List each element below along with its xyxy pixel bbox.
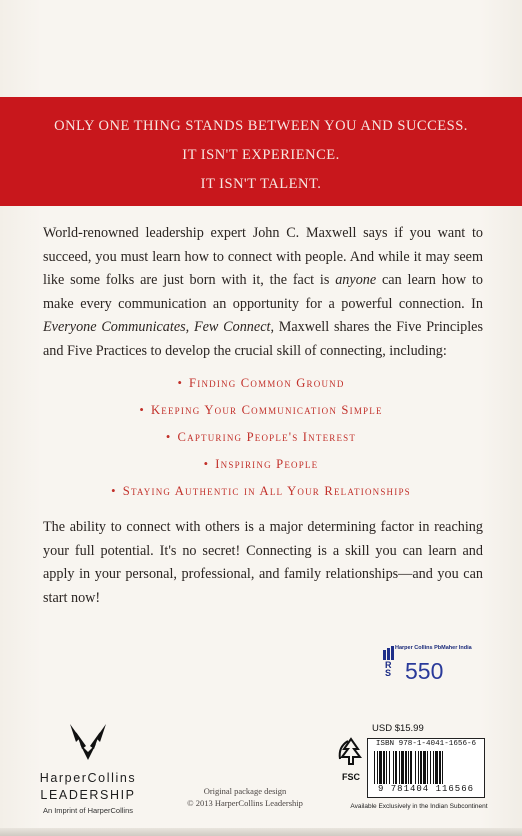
barcode-bar xyxy=(418,751,419,784)
availability-note: Available Exclusively in the Indian Subcontinent xyxy=(350,803,488,810)
blurb-paragraph-2 xyxy=(43,516,483,610)
barcode-bar xyxy=(377,751,378,784)
sticker-label: Harper Collins PbMaher India xyxy=(395,645,472,651)
barcode-bar xyxy=(420,751,422,784)
blurb-text-b: can learn how to make every communication an opportunity for a powerful connection. In xyxy=(43,272,483,312)
barcode-bar xyxy=(427,751,428,784)
list-item xyxy=(0,457,522,472)
barcode-bar xyxy=(423,751,426,784)
list-item-label: Inspiring People xyxy=(215,457,319,471)
publisher-name: HarperCollins xyxy=(39,771,137,785)
fsc-tree-icon xyxy=(336,737,366,767)
list-item-label: Keeping Your Communication Simple xyxy=(150,403,383,417)
barcode-bar xyxy=(415,751,416,784)
tagline-line-1: ONLY ONE THING STANDS BETWEEN YOU AND SUCCESS. xyxy=(54,118,468,134)
publisher-logo xyxy=(28,722,148,815)
list-item xyxy=(0,376,522,391)
barcode-bar xyxy=(435,751,438,784)
rupee-mark: R S xyxy=(385,660,392,678)
credit-line-2: © 2013 HarperCollins Leadership xyxy=(187,798,303,808)
barcode-bar xyxy=(386,751,387,784)
book-title: Everyone Communicates, Few Connect xyxy=(43,319,271,335)
list-item-label: Finding Common Ground xyxy=(189,376,345,390)
barcode-bar xyxy=(410,751,412,784)
credit-line-1: Original package design xyxy=(203,786,287,796)
bullet-icon: • xyxy=(139,403,145,417)
barcode-bar xyxy=(399,751,400,784)
list-item xyxy=(0,403,522,418)
barcode-bar xyxy=(439,751,441,784)
isbn-number: ISBN 978-1-4041-1656-6 xyxy=(375,740,477,748)
tagline-banner xyxy=(0,97,522,206)
design-credits xyxy=(170,785,320,809)
bullet-icon: • xyxy=(177,376,184,390)
fsc-label: FSC xyxy=(342,772,360,782)
blurb-emphasis: anyone xyxy=(335,272,377,288)
barcode-bar xyxy=(405,751,407,784)
handwritten-price: 550 xyxy=(405,658,444,684)
closing-paragraph: The ability to connect with others is a major determining factor in reaching your full potential. It's no secret! Connecting is a skill you can learn and apply in your personal, professional, and family relationships—and you can start now! xyxy=(43,519,483,606)
bullet-icon: • xyxy=(111,484,117,498)
bullet-icon: • xyxy=(203,457,210,471)
blurb-text-a: World-renowned leadership expert John C. Maxwell says if you want to succeed, you must learn how to connect with people. And while it may seem like some folks are just born with it, the fact is xyxy=(43,225,483,288)
cover-top-area xyxy=(0,0,522,96)
blurb-text-c: , Maxwell shares the Five Principles and Five Practices to develop the crucial skill of connecting, including: xyxy=(43,319,483,359)
tagline-line-3: IT ISN'T TALENT. xyxy=(200,176,322,192)
barcode-bar xyxy=(408,751,409,784)
isbn-barcode xyxy=(367,738,485,798)
publisher-division: LEADERSHIP xyxy=(40,788,136,802)
fsc-logo xyxy=(331,737,371,782)
list-item xyxy=(0,484,522,499)
list-item-label: Staying Authentic in All Your Relationships xyxy=(122,484,411,498)
imprint-note: An Imprint of HarperCollins xyxy=(42,806,134,815)
barcode-bar xyxy=(401,751,404,784)
usd-price: USD $15.99 xyxy=(372,723,424,734)
barcode-bar xyxy=(395,751,397,784)
flame-logo-icon xyxy=(66,722,110,762)
price-sticker xyxy=(381,644,496,688)
page-bottom-edge xyxy=(0,828,522,836)
barcode-bar xyxy=(433,751,434,784)
list-item-label: Capturing People's Interest xyxy=(177,430,357,444)
blurb-paragraph-1 xyxy=(43,222,483,363)
barcode-bar xyxy=(393,751,394,784)
sticker-logo-icon xyxy=(383,646,395,660)
barcode-digits: 9 781404 116566 xyxy=(377,784,474,794)
barcode-bar xyxy=(430,751,431,784)
barcode-bar xyxy=(442,751,443,784)
tagline-line-2: IT ISN'T EXPERIENCE. xyxy=(182,147,340,163)
barcode-bar xyxy=(379,751,382,784)
list-item xyxy=(0,430,522,445)
barcode-bar xyxy=(389,751,390,784)
barcode-bar xyxy=(383,751,385,784)
barcode-bars xyxy=(373,751,479,784)
barcode-bar xyxy=(374,751,375,784)
bullet-icon: • xyxy=(165,430,172,444)
